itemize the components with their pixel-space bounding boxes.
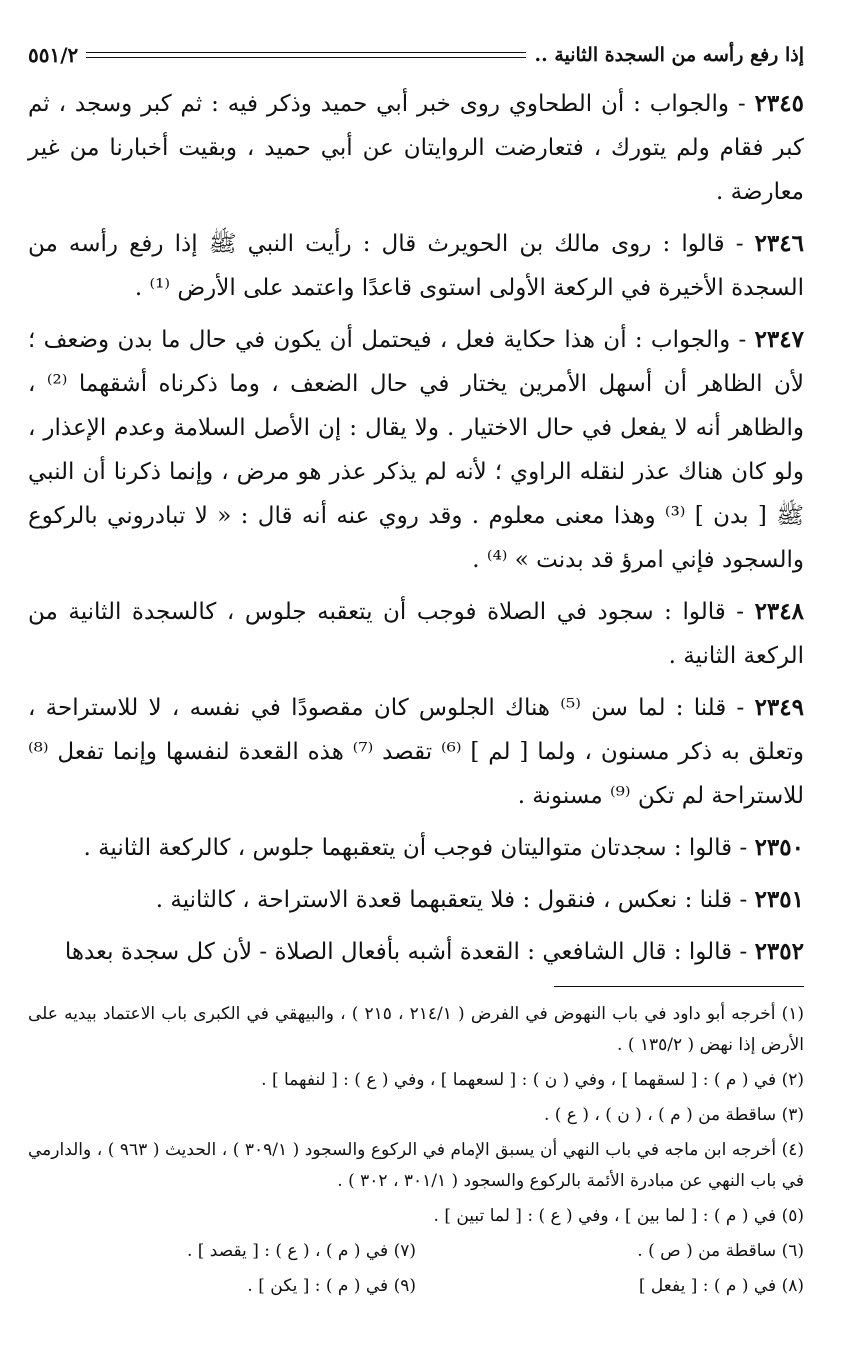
running-header <box>28 38 804 72</box>
paragraph-number: ٢٣٥١ <box>754 886 804 913</box>
paragraph-number: ٢٣٤٥ <box>754 90 804 117</box>
paragraph-2350 <box>28 826 804 872</box>
paragraph-text: - قالوا : سجدتان متواليتان فوجب أن يتعقبهما جلوس ، كالركعة الثانية . <box>83 835 755 861</box>
footnote-8: (٨) في ( م ) : [ يفعل ] <box>638 1276 804 1296</box>
footnote-2: (٢) في ( م ) : [ لسقهما ] ، وفي ( ن ) : [ لسعهما ] ، وفي ( ع ) : [ لنفهما ] . <box>261 1070 804 1090</box>
book-page <box>28 38 804 1327</box>
paragraph-2351 <box>28 878 804 924</box>
paragraph-2349 <box>28 686 804 820</box>
paragraph-text: - قلنا : نعكس ، فنقول : فلا يتعقبهما قعدة الاستراحة ، كالثانية . <box>155 887 755 913</box>
paragraph-2345 <box>28 82 804 216</box>
page-number: ٥٥١/٢ <box>28 43 79 67</box>
paragraph-text: - والجواب : أن الطحاوي روى خبر أبي حميد وذكر فيه : ثم كبر وسجد ، ثم كبر فقام ولم يتورك ، فتعارضت الروايتان عن أبي حميد ، وبقيت أخبارنا من غير معارضة . <box>28 91 804 205</box>
paragraph-number: ٢٣٤٦ <box>754 230 804 257</box>
paragraph-2346 <box>28 222 804 312</box>
main-text <box>28 82 804 976</box>
paragraph-text: - والجواب : أن هذا حكاية فعل ، فيحتمل أن يكون في حال ما بدن وضعف ؛ لأن الظاهر أن أسهل الأمرين يختار في حال الضعف ، وما ذكرناه أشقهما ⁽²⁾ ، والظاهر أنه لا يفعل في حال الاختيار . ولا يقال : إن الأصل السلامة وعدم الإعذار ، ولو كان هناك عذر لنقله الراوي ؛ لأنه لم يذكر عذر هو مرض ، وإنما ذكرنا أن النبي ﷺ [ بدن ] ⁽³⁾ وهذا معنى معلوم . وقد روي عنه أنه قال : « لا تبادروني بالركوع والسجود فإني امرؤ قد بدنت » ⁽⁴⁾ . <box>28 327 804 573</box>
header-title: إذا رفع رأسه من السجدة الثانية .. <box>534 44 804 66</box>
footnote-6: (٦) ساقطة من ( ص ) . <box>637 1241 804 1261</box>
footnote-row <box>28 1236 804 1267</box>
paragraph-number: ٢٣٥٠ <box>754 834 804 861</box>
footnote-3: (٣) ساقطة من ( م ) ، ( ن ) ، ( ع ) . <box>543 1105 804 1125</box>
footnote-4: (٤) أخرجه ابن ماجه في باب النهي أن يسبق الإمام في الركوع والسجود ( ٣٠٩/١ ) ، الحديث ( ٩٦٣ ) ، والدارمي في باب النهي عن مبادرة الأئمة بالركوع والسجود ( ٣٠١/١ ، ٣٠٢ ) . <box>28 1140 804 1191</box>
footnote-separator <box>554 986 804 987</box>
paragraph-number: ٢٣٤٩ <box>754 694 804 721</box>
footnotes <box>28 999 804 1302</box>
footnote-row <box>28 1271 804 1302</box>
paragraph-2347 <box>28 318 804 584</box>
paragraph-number: ٢٣٤٧ <box>754 326 804 353</box>
paragraph-number: ٢٣٥٢ <box>754 938 804 965</box>
footnote-7: (٧) في ( م ) ، ( ع ) : [ يقصد ] . <box>186 1241 416 1261</box>
paragraph-text: - قلنا : لما سن ⁽⁵⁾ هناك الجلوس كان مقصودًا في نفسه ، لا للاستراحة ، وتعلق به ذكر مسنون ، ولما [ لم ] ⁽⁶⁾ تقصد ⁽⁷⁾ هذه القعدة لنفسها وإنما تفعل ⁽⁸⁾ للاستراحة لم تكن ⁽⁹⁾ مسنونة . <box>28 695 804 809</box>
paragraph-number: ٢٣٤٨ <box>754 598 804 625</box>
footnote-1: (١) أخرجه أبو داود في باب النهوض في الفرض ( ٢١٤/١ ، ٢١٥ ) ، والبيهقي في الكبرى باب الاعتماد بيديه على الأرض إذا نهض ( ١٣٥/٢ ) . <box>28 1004 805 1055</box>
paragraph-2352 <box>28 930 804 976</box>
paragraph-text: - قالوا : روى مالك بن الحويرث قال : رأيت النبي ﷺ إذا رفع رأسه من السجدة الأخيرة في الركعة الأولى استوى قاعدًا واعتمد على الأرض ⁽¹⁾ . <box>28 231 804 301</box>
footnote-5: (٥) في ( م ) : [ لما بين ] ، وفي ( ع ) : [ لما تبين ] . <box>433 1206 804 1226</box>
paragraph-text: - قالوا : سجود في الصلاة فوجب أن يتعقبه جلوس ، كالسجدة الثانية من الركعة الثانية . <box>28 599 804 669</box>
paragraph-text: - قالوا : قال الشافعي : القعدة أشبه بأفعال الصلاة - لأن كل سجدة بعدها <box>64 939 755 965</box>
paragraph-2348 <box>28 590 804 680</box>
header-rule <box>86 52 526 58</box>
footnote-9: (٩) في ( م ) : [ يكن ] . <box>247 1276 416 1296</box>
